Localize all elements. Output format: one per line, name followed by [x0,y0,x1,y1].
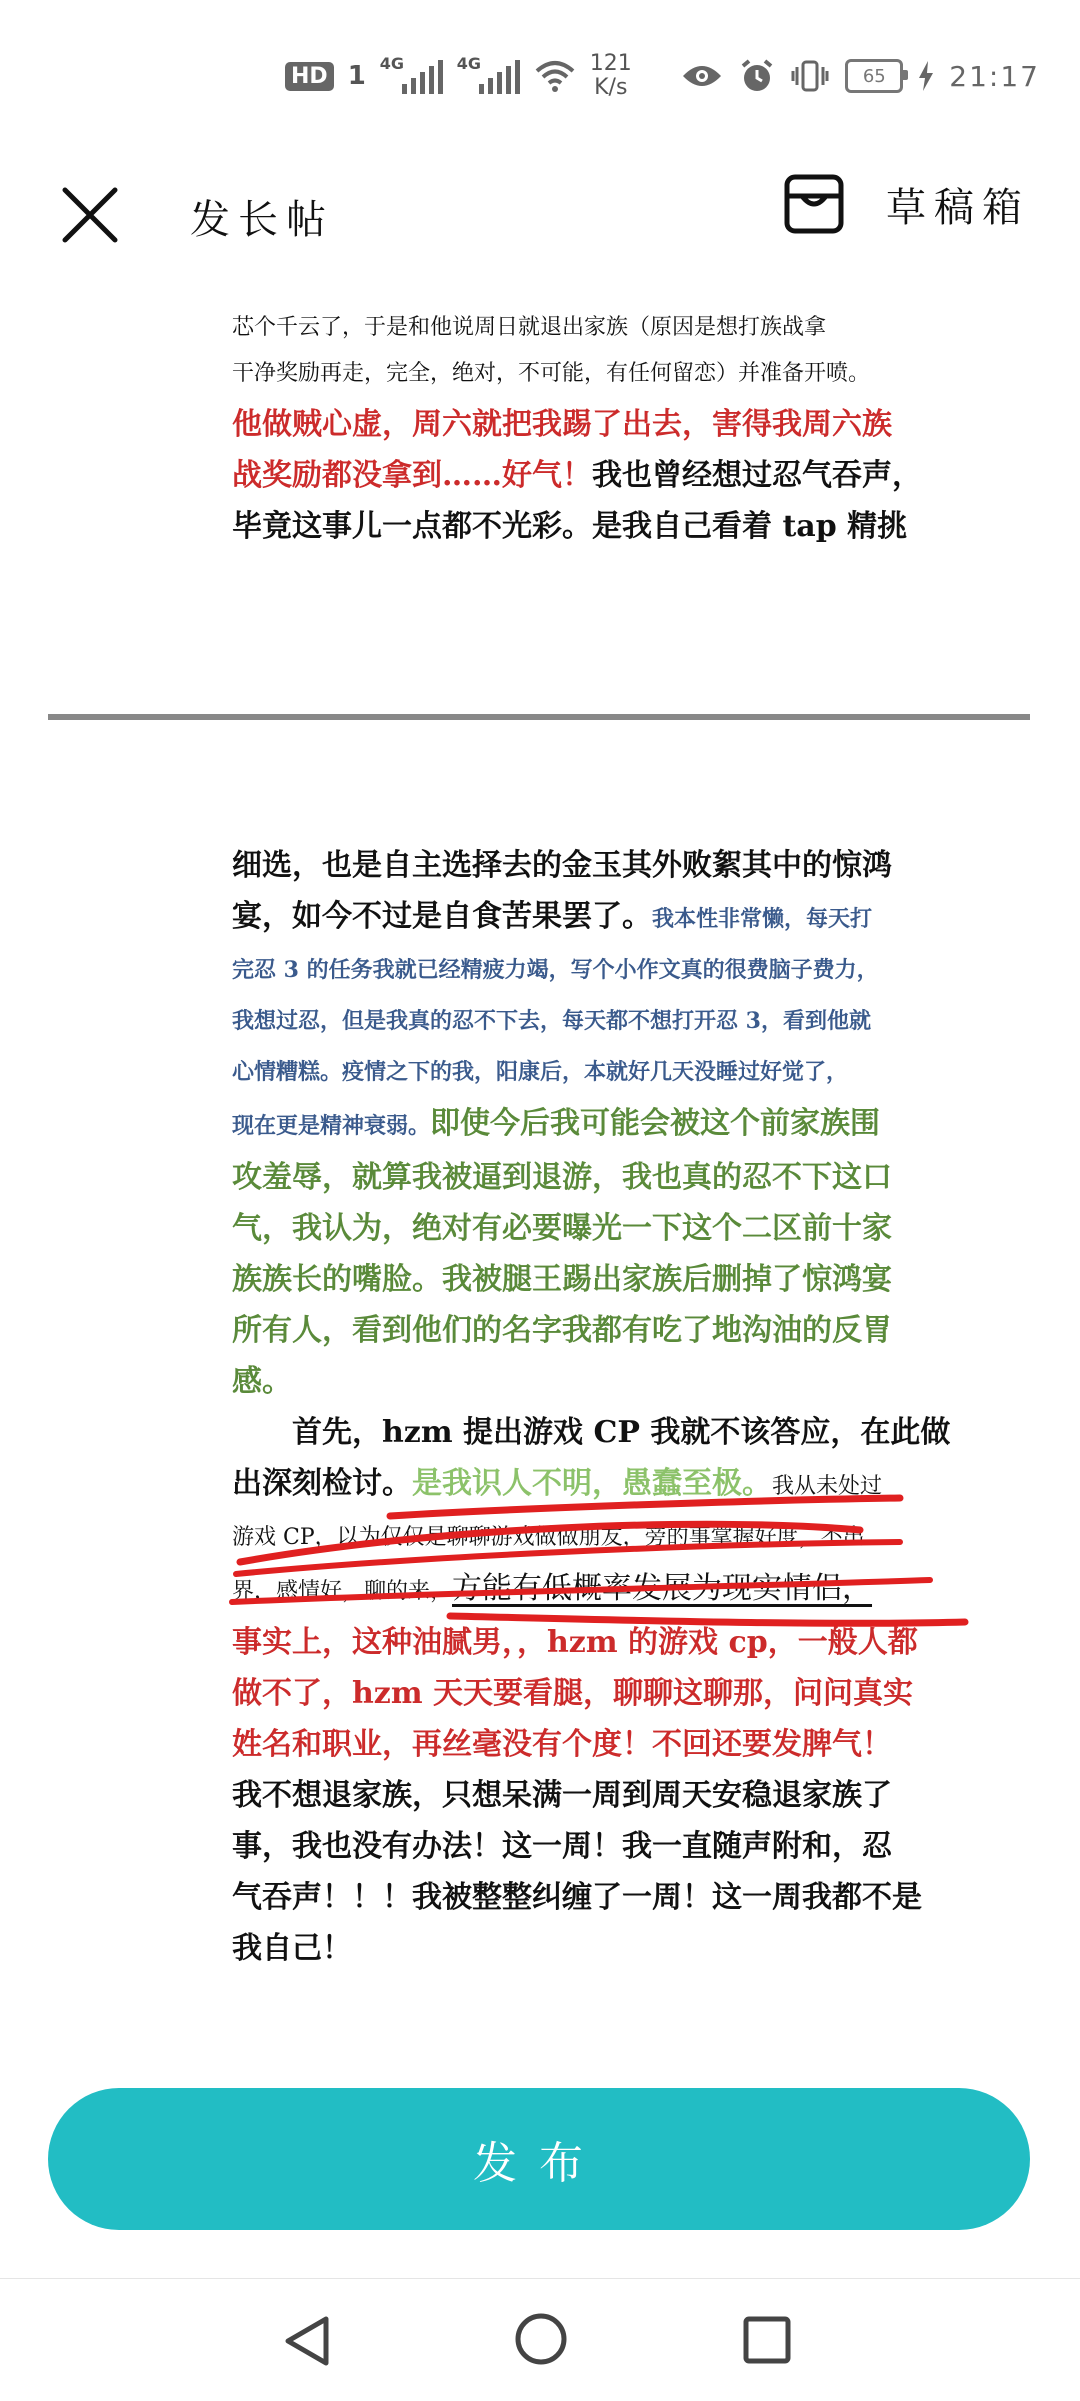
alarm-icon [739,58,775,94]
clock: 21:17 [949,59,1040,93]
text-span: 宴，如今不过是自食苦果罢了。 [232,899,652,934]
top-bar [0,150,1080,270]
drafts-label: 草稿箱 [886,184,1030,231]
system-nav-bar [0,2278,1080,2401]
network-type-2: 4G [456,54,482,73]
vibrate-icon [791,59,829,93]
text-line [232,891,892,945]
network-type-1: 4G [379,54,405,73]
status-right [681,58,1040,94]
text-span-small: 我从未处过 [772,1474,883,1499]
drafts-box-icon [782,172,846,236]
text-line: 完忍 3 的任务我就已经精疲力竭，写个小作文真的很费脑子费力， [232,957,879,983]
publish-button[interactable]: 发布 [48,2088,1030,2230]
speed-unit: K/s [594,75,628,100]
content-page-1 [232,315,922,552]
hd-badge: HD [285,62,334,91]
text-line: 我想过忍，但是我真的忍不下去，每天都不想打开忍 3，看到他就 [232,1008,871,1034]
text-line: 姓名和职业，再丝毫没有个度！不回还要发脾气！ [232,1727,892,1762]
text-span-blue: 我本性非常懒，每天打 [652,906,873,932]
partial-line: 芯个千云了，于是和他说周日就退出家族（原因是想打族战拿 [232,315,827,340]
text-line: 我自己！ [232,1931,352,1966]
text-span-small: 界，感情好，聊的来， [232,1579,453,1604]
text-line: 攻羞辱，就算我被逼到退游，我也真的忍不下这口 [232,1160,892,1195]
drafts-button[interactable] [782,172,1030,236]
text-span-red: 战奖励都没拿到……好气！ [232,458,592,493]
text-span-green: 是我识人不明，愚蠢至极。 [412,1466,772,1501]
text-line [232,1098,892,1152]
text-line: 族族长的嘴脸。我被腿王踢出家族后删掉了惊鸿宴 [232,1262,892,1297]
battery-icon: 65 [845,59,903,93]
wifi-icon [534,59,576,93]
text-line: 事，我也没有办法！这一周！我一直随声附和，忍 [232,1829,892,1864]
home-circle-icon[interactable] [513,2311,569,2367]
page-divider [48,714,1030,720]
speed-value: 121 [589,51,632,76]
text-line [232,1563,892,1617]
text-line: 首先，hzm 提出游戏 CP 我就不该答应，在此做 [292,1415,951,1450]
sim-indicator: 1 [347,61,366,91]
text-span-green: 即使今后我可能会被这个前家族围 [430,1106,881,1141]
text-line: 我不想退家族，只想呆满一周到周天安稳退家族了 [232,1778,892,1813]
text-line: 游戏 CP，以为仅仅是聊聊游戏做做朋友，旁的事掌握好度，不出 [232,1525,865,1550]
text-line: 毕竟这事儿一点都不光彩。是我自己看着 tap 精挑 [232,509,908,544]
signal-icon-2 [456,54,520,94]
underlined-text: 方能有低概率发展为现实情侣， [452,1571,873,1606]
post-content-area[interactable] [0,315,1080,2050]
text-line: 做不了，hzm 天天要看腿，聊聊这聊那，问问真实 [232,1676,914,1711]
charging-icon [919,61,933,91]
text-line: 感。 [232,1364,292,1399]
text-line: 心情糟糕。疫情之下的我，阳康后，本就好几天没睡过好觉了， [232,1059,849,1085]
text-line: 干净奖励再走，完全，绝对，不可能，有任何留恋）并准备开喷。 [232,361,871,386]
network-speed [590,52,632,100]
page-title: 发长帖 [190,197,334,243]
text-line: 事实上，这种油腻男，，hzm 的游戏 cp，一般人都 [232,1625,918,1660]
status-bar [0,0,1080,140]
content-page-2 [232,840,951,1974]
text-line: 气，我认为，绝对有必要曝光一下这个二区前十家 [232,1211,892,1246]
eye-icon [681,62,723,90]
text-line [232,450,922,501]
text-line [232,1458,892,1512]
text-span-blue: 现在更是精神衰弱。 [232,1113,431,1139]
text-line: 所有人，看到他们的名字我都有吃了地沟油的反胃 [232,1313,892,1348]
back-triangle-icon[interactable] [280,2313,336,2369]
text-span: 出深刻检讨。 [232,1466,412,1501]
signal-icon [379,54,443,94]
status-left [285,52,632,100]
text-span: 我也曾经想过忍气吞声， [592,458,922,493]
close-icon[interactable] [55,180,125,250]
text-line: 细选，也是自主选择去的金玉其外败絮其中的惊鸿 [232,848,892,883]
text-line: 气吞声！！！我被整整纠缠了一周！这一周我都不是 [232,1880,922,1915]
recent-square-icon[interactable] [742,2315,792,2365]
text-line: 他做贼心虚，周六就把我踢了出去，害得我周六族 [232,407,892,442]
